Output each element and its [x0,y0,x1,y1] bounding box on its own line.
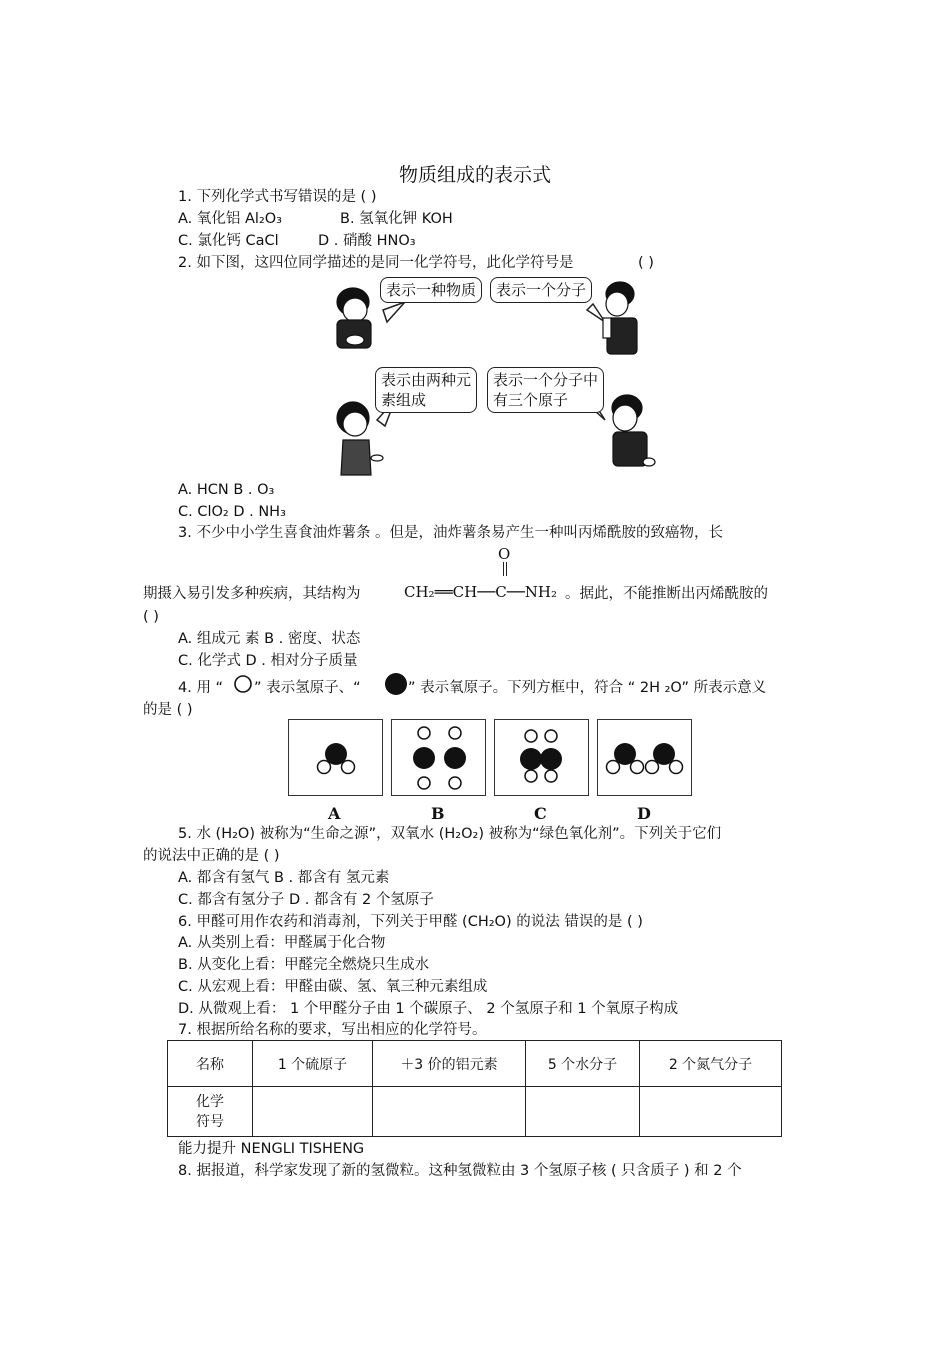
box-label-c: C [534,804,547,823]
q3-option-c: C. 化学式 D . 相对分子质量 [178,653,358,669]
molecule-a-icon [289,720,382,795]
q3-structure-formula: CH₂══CH──C──NH₂ [404,583,558,601]
q7-answer-cell-4[interactable] [640,1087,782,1137]
q7-header-name: 名称 [168,1041,253,1087]
section-heading: 能力提升 NENGLI TISHENG [178,1141,365,1157]
q4-stem-c: ” 表示氧原子。下列方框中，符合 “ 2H ₂O” 所表示意义 [408,680,767,696]
boy-top-left [337,288,371,348]
q7-header-water: 5 个水分子 [526,1041,640,1087]
q6-option-a: A. 从类别上看：甲醛属于化合物 [178,935,386,951]
q4-stem-a: 4. 用 “ [178,680,224,696]
q6-stem: 6. 甲醛可用作农药和消毒剂，下列关于甲醛 (CH₂O) 的说法 错误的是 ( ) [178,914,643,930]
q7-row-label-line1: 化学 [196,1093,224,1110]
q7-header-row [168,1041,782,1087]
molecule-b-icon [392,720,485,795]
q3-option-a: A. 组成元 素 B . 密度、状态 [178,631,361,647]
q6-option-c: C. 从宏观上看：甲醛由碳、氢、氧三种元素组成 [178,979,488,995]
q7-answer-row [168,1087,782,1137]
q1-stem: 1. 下列化学式书写错误的是 ( ) [178,189,377,205]
q1-option-c: C. 氯化钙 CaCl [178,233,279,249]
speech-bubble-1: 表示一种物质 [380,277,482,303]
box-label-a: A [328,804,341,823]
q3-stem: 3. 不少中小学生喜食油炸薯条 。但是，油炸薯条易产生一种叫丙烯酰胺的致癌物，长 [178,525,724,541]
speech-bubble-3: 表示由两种元 素组成 [375,367,477,413]
page-title: 物质组成的表示式 [398,164,551,186]
q3-paren: ( ) [143,609,159,625]
q4-stem-b: ” 表示氢原子、“ [254,680,361,696]
q7-stem: 7. 根据所给名称的要求，写出相应的化学符号。 [178,1022,487,1038]
molecule-d-icon [598,720,691,795]
boy-bottom-right [612,395,655,466]
q7-answer-cell-2[interactable] [373,1087,526,1137]
oxygen-atom-icon [383,671,409,697]
boy-top-right [603,282,637,354]
q5-line2: 的说法中正确的是 ( ) [143,848,280,864]
girl-bottom-left [337,402,383,475]
q3-line2-right: 。据此，不能推断出丙烯酰胺的 [565,586,768,602]
q2-option-a: A. HCN B . O₃ [178,482,275,498]
option-box-a [288,719,383,796]
q6-option-b: B. 从变化上看：甲醛完全燃烧只生成水 [178,957,430,973]
option-box-b [391,719,486,796]
q7-table [167,1040,782,1137]
option-box-c [494,719,589,796]
q3-structure-oxygen: O [498,545,511,563]
q5-option-a: A. 都含有氢气 B . 都含有 氢元素 [178,870,390,886]
q7-row-label [168,1087,253,1137]
q1-option-b: B. 氢氧化钾 KOH [340,211,453,227]
q2-option-c: C. ClO₂ D . NH₃ [178,504,286,520]
q5-stem: 5. 水 (H₂O) 被称为“生命之源”，双氧水 (H₂O₂) 被称为“绿色氧化剂”。下列关于它们 [178,826,722,842]
speech-bubble-2: 表示一个分子 [490,277,592,303]
q2-paren: ( ) [638,255,654,271]
speech-bubble-4: 表示一个分子中 有三个原子 [487,367,604,413]
q3-line2-left: 期摄入易引发多种疾病，其结构为 [143,586,361,602]
box-label-b: B [431,804,445,823]
q1-option-a: A. 氧化铝 Al₂O₃ [178,211,282,227]
box-label-d: D [637,804,651,823]
q2-stem: 2. 如下图，这四位同学描述的是同一化学符号，此化学符号是 [178,255,574,271]
hydrogen-atom-icon [232,673,254,695]
option-box-d [597,719,692,796]
q5-option-c: C. 都含有氢分子 D . 都含有 2 个氢原子 [178,892,434,908]
molecule-c-icon [495,720,588,795]
q1-option-d: D . 硝酸 HNO₃ [318,233,416,249]
q7-answer-cell-3[interactable] [526,1087,640,1137]
q4-line2: 的是 ( ) [143,702,193,718]
q6-option-d: D. 从微观上看： 1 个甲醛分子由 1 个碳原子、 2 个氢原子和 1 个氧原子构成 [178,1001,679,1017]
q7-header-nitrogen: 2 个氮气分子 [640,1041,782,1087]
q3-double-bond [503,562,507,576]
q8-stem: 8. 据报道，科学家发现了新的氢微粒。这种氢微粒由 3 个氢原子核 ( 只含质子 ) 和 2 个 [178,1163,742,1179]
q7-answer-cell-1[interactable] [253,1087,373,1137]
q7-header-sulfur: 1 个硫原子 [253,1041,373,1087]
q7-row-label-line2: 符号 [196,1113,224,1130]
q7-header-aluminum: ＋3 价的铝元素 [373,1041,526,1087]
